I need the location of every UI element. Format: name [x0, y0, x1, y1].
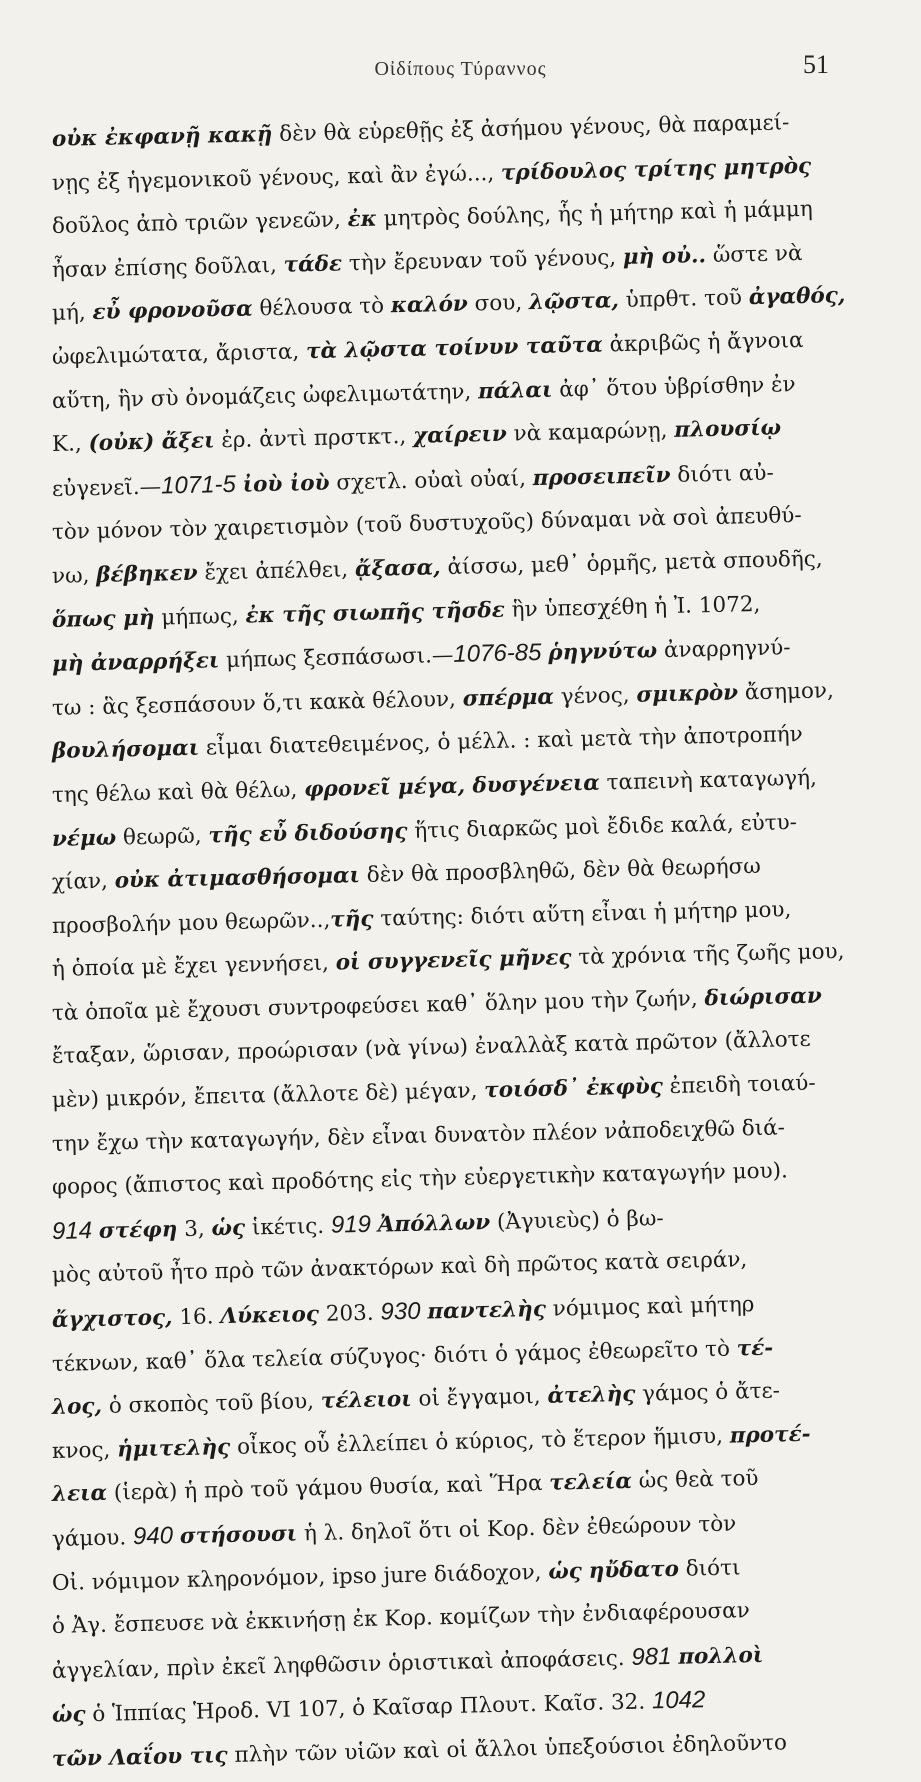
lemma: βέβηκεν — [95, 560, 198, 588]
lemma: οὐκ ἀτιμασθήσομαι — [114, 863, 361, 894]
gloss-text: ἥτις διαρκῶς μοὶ ἔδιδε καλά, εὐτυ- — [407, 809, 798, 844]
gloss-text: τὰ χρόνια τῆς ζωῆς μου, — [571, 939, 845, 971]
gloss-text: ἄσημον, — [737, 677, 835, 706]
lemma: λος, — [51, 1394, 103, 1421]
line-reference: 1042 — [651, 1686, 706, 1715]
lemma: προτέ- — [729, 1421, 811, 1449]
gloss-text: φορος (ἄπιστος καὶ προδότης εἰς τὴν εὐεργετικὴν καταγωγήν μου). — [51, 1158, 789, 1201]
lemma: ηὔδατο — [588, 1556, 680, 1584]
lemma: ὡς — [548, 1558, 583, 1585]
gloss-text: Οἰ. νόμιμον κληρονόμον, ipso jure διάδοχον, — [51, 1559, 549, 1596]
gloss-text: δὲν θὰ προσβληθῶ, δὲν θὰ θεωρήσω — [359, 854, 762, 889]
lemma: τάδε — [283, 251, 343, 278]
gloss-text: ἀναρρηγνύ- — [656, 635, 791, 664]
gloss-text: νὰ καμαρώνῃ, — [506, 418, 675, 447]
page-number: 51 — [803, 50, 829, 79]
gloss-text: εἶμαι διατεθειμένος, ὁ μέλλ. : καὶ μετὰ τὴν ἀποτροπήν — [198, 722, 803, 761]
lemma: τελεία — [549, 1469, 633, 1497]
gloss-text: ταπεινὴ καταγωγή, — [599, 765, 818, 796]
line-reference: 914 — [51, 1216, 93, 1245]
gloss-text: ὁ σκοπὸς τοῦ βίου, — [101, 1389, 322, 1420]
lemma: ἀγαθός, — [748, 283, 846, 311]
gloss-text: μὲν) μικρόν, ἔπειτα (ἄλλοτε δὲ) μέγαν, — [51, 1078, 485, 1114]
gloss-text: ὁ Ἱππίας Ἡροδ. VI 107, ὁ Καῖσαρ Πλουτ. Καῖσ. 32. — [85, 1689, 653, 1728]
gloss-text: νω, — [51, 562, 97, 589]
gloss-text: διότι — [678, 1554, 741, 1582]
lemma: καλόν — [390, 291, 469, 319]
gloss-text: νῃς ἐξ ἡγεμονικοῦ γένους, καὶ ἂν ἐγώ..., — [51, 160, 502, 196]
lemma: πάλαι — [477, 377, 553, 404]
gloss-text: ἦσαν ἐπίσης δοῦλαι, — [51, 252, 284, 283]
line-reference: 940 — [132, 1522, 174, 1551]
gloss-text: μήπως, — [154, 603, 246, 631]
lemma: ᾄξασα, — [354, 555, 441, 583]
lemma: τρίδουλος τρίτης μητρὸς — [500, 153, 812, 186]
lemma: πολλοὶ — [678, 1642, 764, 1670]
gloss-text: ἀφ᾽ ὅτου ὑβρίσθην ἐν — [552, 371, 796, 403]
lemma: Ἀπόλλων — [377, 1209, 491, 1238]
gloss-text: σου, — [467, 290, 530, 317]
lemma: στήσουσι — [179, 1521, 298, 1550]
gloss-text: ἡ λ. δηλοῖ ὅτι οἱ Κορ. δὲν ἐθεώρουν τὸν — [296, 1511, 737, 1547]
gloss-text: μή, — [51, 300, 93, 327]
gloss-text: 16. — [172, 1304, 221, 1331]
gloss-text: οἶκος οὗ ἐλλείπει ὁ κύριος, τὸ ἕτερον ἥμισυ, — [229, 1423, 731, 1460]
gloss-text: ταύτης: διότι αὕτη εἶναι ἡ μήτηρ μου, — [373, 896, 792, 932]
gloss-text: τω : ἃς ξεσπάσουν ὅ,τι κακὰ θέλουν, — [51, 686, 463, 721]
gloss-text: προσβολήν μου θεωρῶν.., — [51, 907, 331, 939]
gloss-text: σχετλ. οὐαὶ οὐαί, — [329, 465, 534, 496]
gloss-text: μήπως ξεσπάσωσι.— — [218, 643, 454, 674]
gloss-text: της θέλω καὶ θὰ θέλω, — [51, 777, 305, 808]
lemma: ἐκ — [347, 206, 378, 233]
lemma: λῷστα, — [528, 288, 620, 316]
line-reference: 930 — [380, 1297, 421, 1326]
lemma: ῥηγνύτω — [547, 638, 658, 666]
lemma: λεια — [51, 1481, 108, 1508]
gloss-text: ἀκριβῶς ἡ ἄγνοια — [602, 327, 804, 358]
lemma: νέμω — [51, 825, 117, 852]
gloss-text: 3, — [177, 1216, 212, 1242]
lemma: τῆς — [329, 906, 374, 933]
gloss-text: ὑπρθτ. τοῦ — [618, 285, 750, 314]
lemma: Λύκειος — [220, 1301, 320, 1330]
line-reference: 1076-85 — [453, 639, 542, 669]
gloss-text: γάμος ὁ ἄτε- — [635, 1378, 781, 1407]
lemma: εὖ φρονοῦσα — [92, 296, 253, 326]
lemma: (οὐκ) ἄξει — [88, 428, 215, 457]
lemma: οὐκ ἐκφανῇ κακῇ — [51, 122, 273, 152]
gloss-text: ἐρ. ἀντὶ πρστκτ., — [214, 423, 414, 454]
gloss-text: Κ., — [51, 431, 89, 458]
lemma: ἐκ τῆς σιωπῆς τῆσδε — [245, 597, 506, 629]
gloss-text: τὴν ἔρευναν τοῦ γένους, — [341, 244, 624, 277]
gloss-text: ἀίσσω, μεθ᾽ ὁρμῆς, μετὰ σπουδῆς, — [440, 546, 823, 581]
lemma: τῶν Λαΐου τις — [51, 1742, 228, 1772]
line-reference: 981 — [631, 1642, 672, 1671]
lemma: μὴ ἀναρρήξει — [51, 648, 220, 678]
gloss-text: αὕτη, ἣν σὺ ὀνομάζεις ὠφελιμωτάτην, — [51, 378, 479, 414]
lemma: τὰ λῷστα τοίνυν ταῦτα — [305, 332, 604, 365]
lemma: σπέρμα — [462, 684, 555, 712]
gloss-text: γένος, — [553, 682, 637, 710]
gloss-text: ὡς θεὰ τοῦ — [631, 1466, 759, 1495]
gloss-text: χίαν, — [51, 868, 115, 896]
gloss-text: 203. — [318, 1300, 381, 1327]
lemma: ὡς — [211, 1215, 246, 1242]
lemma: ἄγχιστος, — [51, 1305, 173, 1334]
lemma: ἡμιτελὴς — [116, 1434, 231, 1463]
lemma: στέφη — [98, 1217, 178, 1244]
lemma: χαίρειν — [412, 421, 508, 449]
lemma: προσειπεῖν — [532, 462, 671, 491]
gloss-text: ἔταξαν, ὥρισαν, προώρισαν (νὰ γίνω) ἐναλλὰξ κατὰ πρῶτον (ἄλλοτε — [51, 1027, 811, 1070]
lemma: βουλήσομαι — [51, 735, 200, 765]
gloss-text: ἀγγελίαν, πρὶν ἐκεῖ ληφθῶσιν ὁριστικαὶ ἀποφάσεις. — [51, 1645, 632, 1684]
gloss-text: ἔχει ἀπέλθει, — [197, 557, 356, 586]
gloss-text: ἐπειδὴ τοιαύ- — [662, 1070, 816, 1100]
lemma: σμικρὸν — [636, 680, 739, 708]
gloss-text: οἱ ἔγγαμοι, — [411, 1383, 548, 1413]
gloss-text: διότι αὐ- — [670, 460, 774, 488]
commentary-body — [51, 110, 852, 1782]
lemma: φρονεῖ μέγα, δυσγένεια — [303, 770, 601, 803]
gloss-text: ἡ ὁποία μὲ ἔχει γεννήσει, — [51, 950, 336, 983]
lemma: ἰοὺ ἰοὺ — [242, 470, 330, 498]
gloss-text: ἣν ὑπεσχέθη ἡ Ἰ. 1072, — [504, 591, 761, 623]
lemma: τῆς εὖ διδούσης — [208, 818, 408, 848]
lemma: διώρισαν — [704, 983, 823, 1012]
gloss-text: μὸς αὐτοῦ ἦτο πρὸ τῶν ἀνακτόρων καὶ δὴ πρῶτος κατὰ σειράν, — [51, 1247, 748, 1289]
gloss-text: τὰ ὁποῖα μὲ ἔχουσι συντροφεύσει καθ᾽ ὅλην μου τὴν ζωήν, — [51, 986, 705, 1026]
gloss-text: (Ἀγυιεὺς) ὁ βω- — [489, 1205, 664, 1235]
lemma: πλουσίῳ — [673, 415, 782, 444]
running-title: Οἰδίπους Τύραννος — [374, 58, 547, 80]
gloss-text: την ἔχω τὴν καταγωγήν, δὲν εἶναι δυνατὸν πλέον νἀποδειχθῶ διά- — [51, 1115, 786, 1157]
gloss-text: γάμου. — [51, 1525, 134, 1552]
lemma: ὅπως μὴ — [51, 605, 155, 633]
gloss-text: ἱκέτις. — [244, 1213, 332, 1241]
gloss-text: δοῦλος ἀπὸ τριῶν γενεῶν, — [51, 207, 348, 240]
lemma: τέλειοι — [320, 1387, 412, 1415]
gloss-text: θεωρῶ, — [115, 822, 209, 851]
gloss-text: μητρὸς δούλης, ἧς ἡ μήτηρ καὶ ἡ μάμμη — [376, 196, 814, 232]
gloss-text: τὸν μόνον τὸν χαιρετισμὸν (τοῦ δυστυχοῦς) δύναμαι νὰ σοὶ ἀπευθύ- — [51, 503, 802, 546]
lemma: τοιόσδ᾽ ἐκφὺς — [483, 1074, 664, 1104]
gloss-text: δὲν θὰ εὑρεθῇς ἐξ ἀσήμου γένους, θὰ παραμεί- — [272, 110, 790, 147]
gloss-text: ὠφελιμώτατα, ἄριστα, — [51, 339, 307, 370]
lemma: παντελὴς — [427, 1296, 547, 1325]
gloss-text: εὐγενεῖ.— — [51, 474, 162, 502]
lemma: τέ- — [736, 1335, 774, 1362]
lemma: ἀτελὴς — [547, 1381, 636, 1409]
line-reference: 919 — [330, 1210, 372, 1239]
gloss-text: ὁ Ἀγ. ἔσπευσε νὰ ἐκκινήσῃ ἐκ Κορ. κομίζων τὴν ἐνδιαφέρουσαν — [51, 1598, 751, 1640]
gloss-text: κνος, — [51, 1437, 118, 1464]
lemma: ὡς — [51, 1702, 86, 1729]
line-reference: 1071-5 — [160, 470, 237, 500]
lemma: μὴ οὐ.. — [622, 242, 707, 270]
gloss-text: (ἱερὰ) ἡ πρὸ τοῦ γάμου θυσία, καὶ Ἥρα — [106, 1471, 550, 1507]
gloss-text: νόμιμος καὶ μήτηρ — [545, 1292, 755, 1322]
gloss-text: ὥστε νὰ — [705, 240, 803, 268]
gloss-text: τέκνων, καθ᾽ ὅλα τελεία σύζυγος· διότι ὁ γάμος ἐθεωρεῖτο τὸ — [51, 1336, 738, 1377]
lemma: οἱ συγγενεῖς μῆνες — [335, 945, 572, 976]
gloss-text: πλὴν τῶν υἱῶν καὶ οἱ ἄλλοι ὑπεξούσιοι ἐδηλοῦντο — [227, 1730, 788, 1768]
gloss-text: θέλουσα τὸ — [252, 293, 392, 322]
